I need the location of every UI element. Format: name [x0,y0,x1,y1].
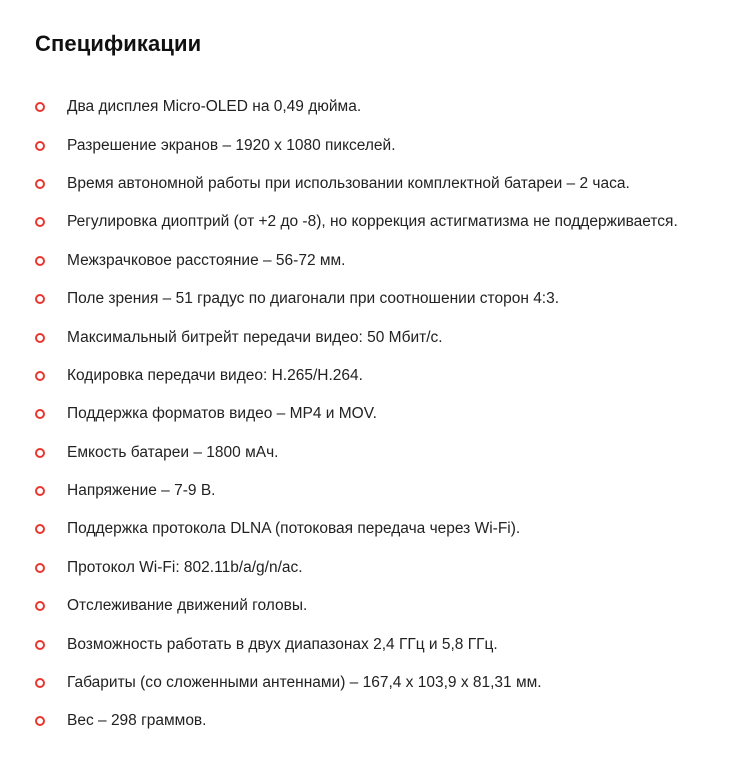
spec-list [0,88,744,741]
bullet-circle-icon [35,640,45,650]
list-item [0,702,744,740]
bullet-circle-icon [35,524,45,534]
bullet-circle-icon [35,678,45,688]
list-item-text: Возможность работать в двух диапазонах 2,4 ГГц и 5,8 ГГц. [67,635,498,653]
list-item [0,280,744,318]
bullet-circle-icon [35,371,45,381]
list-item-text: Межзрачковое расстояние – 56-72 мм. [67,251,346,269]
list-item-text: Кодировка передачи видео: H.265/H.264. [67,366,363,384]
list-item-text: Разрешение экранов – 1920 х 1080 пикселей. [67,136,396,154]
list-item-text: Два дисплея Micro-OLED на 0,49 дюйма. [67,98,362,116]
list-item-text: Габариты (со сложенными антеннами) – 167,4 х 103,9 х 81,31 мм. [67,674,542,692]
list-item-text: Поле зрения – 51 градус по диагонали при соотношении сторон 4:3. [67,290,560,308]
list-item [0,357,744,395]
bullet-circle-icon [35,217,45,227]
bullet-circle-icon [35,141,45,151]
list-item-text: Емкость батареи – 1800 мАч. [67,443,279,461]
list-item [0,587,744,625]
list-item [0,395,744,433]
list-item-text: Время автономной работы при использовании комплектной батареи – 2 часа. [67,174,630,192]
bullet-circle-icon [35,409,45,419]
bullet-circle-icon [35,486,45,496]
bullet-circle-icon [35,179,45,189]
list-item [0,318,744,356]
list-item-text: Максимальный битрейт передачи видео: 50 Мбит/с. [67,328,443,346]
list-item-text: Протокол Wi-Fi: 802.11b/a/g/n/ac. [67,558,303,576]
list-item [0,434,744,472]
list-item [0,242,744,280]
bullet-circle-icon [35,256,45,266]
list-item-text: Регулировка диоптрий (от +2 до -8), но коррекция астигматизма не поддерживается. [67,213,678,231]
section-title: Спецификации [35,31,202,56]
list-item [0,625,744,663]
bullet-circle-icon [35,716,45,726]
bullet-circle-icon [35,333,45,343]
bullet-circle-icon [35,294,45,304]
list-item [0,203,744,241]
list-item [0,549,744,587]
list-item-text: Поддержка протокола DLNA (потоковая передача через Wi-Fi). [67,520,521,538]
bullet-circle-icon [35,563,45,573]
list-item-text: Поддержка форматов видео – MP4 и MOV. [67,405,377,423]
list-item [0,88,744,126]
list-item-text: Напряжение – 7-9 В. [67,482,216,500]
list-item [0,510,744,548]
list-item [0,472,744,510]
list-item [0,126,744,164]
bullet-circle-icon [35,448,45,458]
list-item [0,664,744,702]
list-item-text: Отслеживание движений головы. [67,597,308,615]
bullet-circle-icon [35,102,45,112]
list-item [0,165,744,203]
bullet-circle-icon [35,601,45,611]
list-item-text: Вес – 298 граммов. [67,712,207,730]
